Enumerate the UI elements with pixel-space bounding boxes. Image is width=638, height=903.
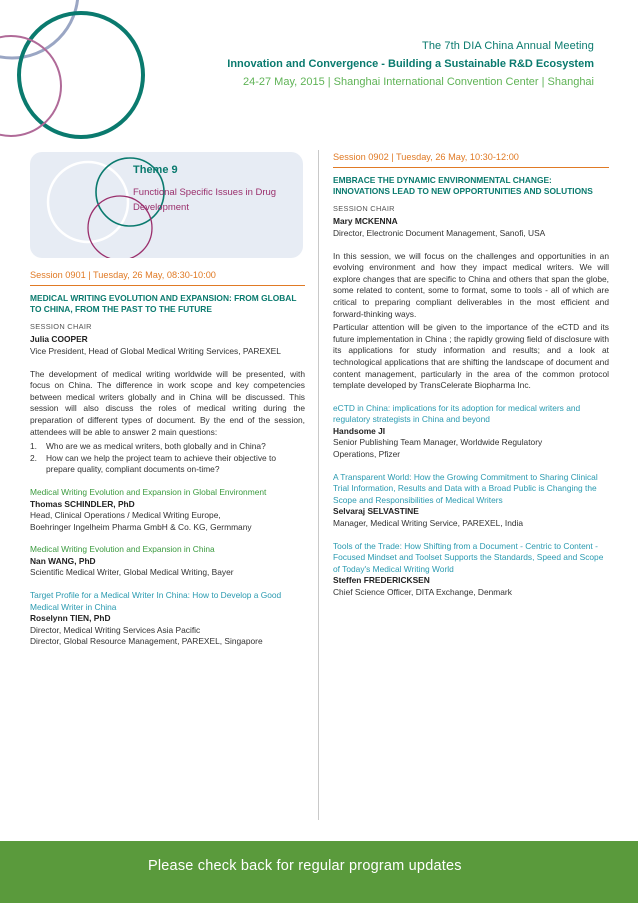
- speaker-name: Steffen FREDERICKSEN: [333, 575, 430, 586]
- session-chair-name: Julia COOPER: [30, 334, 88, 345]
- column-divider: [318, 150, 319, 820]
- speaker-name: Thomas SCHINDLER, PhD: [30, 498, 135, 509]
- talk-item: [333, 403, 609, 461]
- theme-box: [30, 152, 303, 258]
- speaker-affiliation: Operations, Pfizer: [333, 449, 401, 460]
- talk-title: Medical Writing Evolution and Expansion in China: [30, 544, 215, 555]
- speaker-affiliation: Director, Medical Writing Services Asia Pacific: [30, 624, 201, 635]
- speaker-affiliation: Chief Science Officer, DITA Exchange, Denmark: [333, 587, 512, 597]
- session-description: The development of medical writing worldwide will be presented, with focus on China. The difference in work scope and key competencies between medical writers globally and in China will be discussed. This session will also discuss the roles of medical writing during the preparation of different types of document. By the end of the session, attendees will be able to answer 2 main questions:: [30, 368, 305, 437]
- talk-title: Tools of the Trade: How Shifting from a Document - Centric to Content - Focused Mindset and Toolset Supports the Standards, Speed and Scope of Today's Medical Writing World: [333, 540, 604, 574]
- speaker-affiliation: Director, Global Resource Management, PAREXEL, Singapore: [30, 636, 263, 647]
- speaker-affiliation: Head, Clinical Operations / Medical Writing Europe,: [30, 510, 221, 521]
- footer-banner: [0, 841, 638, 903]
- question-list: [30, 441, 305, 476]
- talk-item: [30, 590, 305, 648]
- page-header: [227, 40, 594, 88]
- decorative-circles: [0, 0, 180, 160]
- talk-title: Target Profile for a Medical Writer In China: How to Develop a Good Medical Writer in China: [30, 590, 282, 612]
- session-title: EMBRACE THE DYNAMIC ENVIRONMENTAL CHANGE: INNOVATIONS LEAD TO NEW OPPORTUNITIES AND SOLUTIONS: [333, 174, 593, 197]
- meeting-name: The 7th DIA China Annual Meeting: [422, 40, 594, 52]
- list-item: [30, 441, 305, 453]
- theme-title: Theme 9: [133, 164, 178, 176]
- session-header: Session 0901 | Tuesday, 26 May, 08:30-10:00: [30, 270, 305, 286]
- talk-title: Medical Writing Evolution and Expansion in Global Environment: [30, 486, 267, 497]
- talk-item: [333, 472, 609, 530]
- talk-title: eCTD in China: implications for its adoption for medical writers and regulatory strategists in China and beyond: [333, 402, 581, 425]
- theme-subtitle: Functional Specific Issues in Drug Development: [133, 187, 277, 213]
- session-title: MEDICAL WRITING EVOLUTION AND EXPANSION: FROM GLOBAL TO CHINA, FROM THE PAST TO THE FUTURE: [30, 292, 297, 315]
- speaker-affiliation: Manager, Medical Writing Service, PAREXEL, India: [333, 518, 524, 529]
- session-description: Particular attention will be given to the importance of the eCTD and its future implementation in China ; the rapidly growing field of disclosure with its applications for study information and results; and a look at technological applications that are shifting the landscape of document and content management, particularly in the area of the common protocol template developed by TransCelerate Biopharma Inc.: [333, 322, 609, 391]
- talk-item: [30, 487, 305, 533]
- footer-text: Please check back for regular program updates: [148, 858, 462, 874]
- session-chair-name: Mary MCKENNA: [333, 216, 398, 227]
- list-item: [30, 453, 305, 476]
- circle-teal: [19, 13, 143, 137]
- session-chair-affiliation: Director, Electronic Document Management, Sanofi, USA: [333, 227, 546, 238]
- session-chair-affiliation: Vice President, Head of Global Medical Writing Services, PAREXEL: [30, 345, 281, 356]
- list-text: How can we help the project team to achieve their objective to prepare quality, compliant documents on-time?: [46, 452, 276, 475]
- speaker-name: Selvaraj SELVASTINE: [333, 506, 419, 517]
- session-chair-label: SESSION CHAIR: [333, 203, 395, 213]
- talk-item: [333, 541, 609, 599]
- speaker-name: Handsome JI: [333, 425, 386, 436]
- circle-magenta: [0, 36, 61, 136]
- session-header: Session 0902 | Tuesday, 26 May, 10:30-12:00: [333, 152, 609, 168]
- session-0901: [30, 270, 305, 648]
- session-0902: [333, 152, 609, 599]
- list-number: 1.: [30, 441, 37, 452]
- talk-title: A Transparent World: How the Growing Commitment to Sharing Clinical Trial Information, Results and Data with a Broad Public is Changing the Scope and Responsibilities of Medical Writers: [333, 471, 598, 505]
- session-description: In this session, we will focus on the challenges and opportunities in an evolving environment and how they impact medical writers. We will explore changes that are specific to China and others that span the globe, some related to content, some to format, some to tools - all of which are critical to preparing compliant deliverables in the most efficient and forward-thinking ways.: [333, 250, 609, 319]
- talk-item: [30, 544, 305, 579]
- speaker-name: Nan WANG, PhD: [30, 555, 96, 566]
- speaker-affiliation: Boehringer Ingelheim Pharma GmbH & Co. KG, Germmany: [30, 521, 252, 532]
- speaker-name: Roselynn TIEN, PhD: [30, 613, 111, 624]
- list-text: Who are we as medical writers, both globally and in China?: [46, 441, 266, 452]
- meeting-dates-venue: 24-27 May, 2015 | Shanghai International Convention Center | Shanghai: [242, 76, 594, 88]
- meeting-theme: Innovation and Convergence - Building a Sustainable R&D Ecosystem: [227, 58, 594, 70]
- list-number: 2.: [30, 452, 37, 463]
- speaker-affiliation: Senior Publishing Team Manager, Worldwide Regulatory: [333, 437, 543, 448]
- speaker-affiliation: Scientific Medical Writer, Global Medical Writing, Bayer: [30, 567, 234, 578]
- session-chair-label: SESSION CHAIR: [30, 321, 92, 331]
